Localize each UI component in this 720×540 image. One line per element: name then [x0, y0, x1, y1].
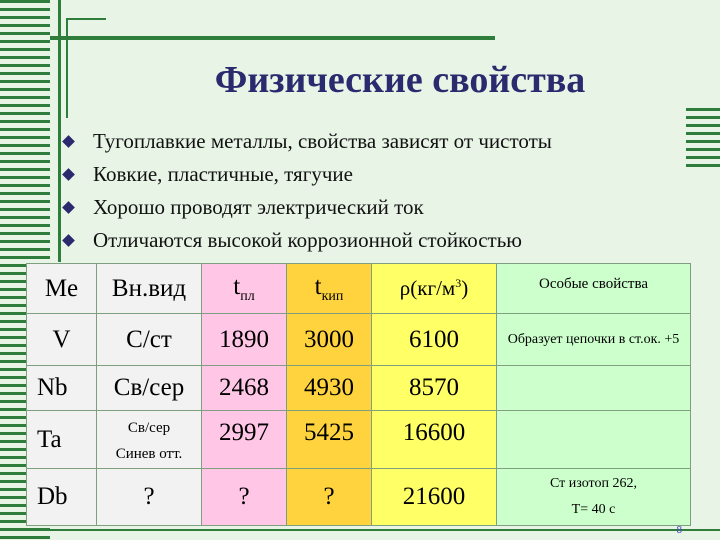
cell-density: 16600: [372, 411, 497, 469]
header-density: [372, 264, 497, 314]
bullet-list: [62, 125, 552, 257]
cell-view: С/ст: [97, 314, 202, 366]
cell-density: 8570: [372, 366, 497, 411]
cell-special-line2: Т= 40 с: [571, 502, 616, 517]
cell-special-line1: Ст изотоп 262,: [550, 476, 637, 491]
cell-tmelt: ?: [202, 469, 287, 526]
bullet-text: Хорошо проводят электрический ток: [93, 195, 424, 219]
table-row: [27, 469, 691, 526]
cell-me: Db: [27, 469, 97, 526]
header-tmelt-sub: пл: [240, 288, 255, 304]
cell-density: 21600: [372, 469, 497, 526]
cell-tboil: 4930: [287, 366, 372, 411]
right-stripe-decoration: [686, 108, 720, 170]
cell-tmelt: 1890: [202, 314, 287, 366]
table-header-row: [27, 264, 691, 314]
page-number: 8: [676, 525, 682, 536]
cell-tboil: ?: [287, 469, 372, 526]
header-view: Вн.вид: [97, 264, 202, 314]
cell-me: Nb: [27, 366, 97, 411]
cell-me: V: [27, 314, 97, 366]
cell-view: ?: [97, 469, 202, 526]
bullet-icon: [62, 135, 75, 148]
cell-view-line1: Св/сер: [127, 420, 171, 436]
bullet-icon: [62, 234, 75, 247]
cell-view: [97, 411, 202, 469]
cell-special: [497, 366, 691, 411]
decor-title-line: [50, 36, 495, 40]
table-row: [27, 366, 691, 411]
header-me: Me: [27, 264, 97, 314]
bullet-icon: [62, 168, 75, 181]
bullet-text: Отличаются высокой коррозионной стойкостью: [93, 228, 522, 252]
cell-special: [497, 411, 691, 469]
header-density-post: ): [461, 276, 469, 300]
header-density-sup: 3: [455, 276, 462, 290]
bullet-item: [62, 158, 552, 191]
bullet-item: [62, 191, 552, 224]
bullet-text: Тугоплавкие металлы, свойства зависят от чистоты: [93, 129, 552, 153]
cell-view: Св/сер: [97, 366, 202, 411]
bullet-text: Ковкие, пластичные, тягучие: [93, 162, 353, 186]
bullet-item: [62, 224, 552, 257]
properties-table: [26, 263, 691, 526]
cell-tmelt: 2997: [202, 411, 287, 469]
header-tmelt-t: t: [233, 272, 241, 300]
table-row: [27, 411, 691, 469]
cell-density: 6100: [372, 314, 497, 366]
cell-tmelt: 2468: [202, 366, 287, 411]
bullet-icon: [62, 201, 75, 214]
slide-title: Физические свойства: [214, 59, 586, 101]
decor-title-line-2: [66, 18, 106, 20]
header-tmelt: [202, 264, 287, 314]
cell-me: Ta: [27, 411, 97, 469]
header-tboil-t: t: [314, 272, 322, 300]
header-tboil-sub: кип: [321, 288, 344, 304]
cell-tboil: 5425: [287, 411, 372, 469]
decor-bottom-line: [0, 529, 720, 531]
header-special: Особые свойства: [497, 264, 691, 314]
table-row: [27, 314, 691, 366]
cell-view-line2: Синев отт.: [115, 446, 183, 462]
cell-special: [497, 469, 691, 526]
bullet-item: [62, 125, 552, 158]
header-density-pre: ρ(кг/м: [399, 276, 456, 300]
cell-tboil: 3000: [287, 314, 372, 366]
cell-special: Образует цепочки в ст.ок. +5: [497, 314, 691, 366]
header-tboil: [287, 264, 372, 314]
